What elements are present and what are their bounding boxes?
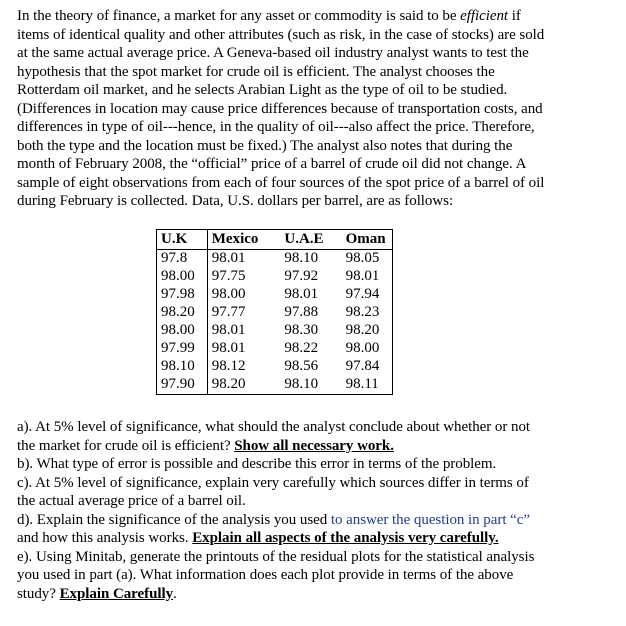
table-cell: 98.23 xyxy=(345,304,380,320)
intro-line-4: hypothesis that the spot market for crude oil is efficient. The analyst chooses the xyxy=(17,63,495,80)
question-text: study? xyxy=(17,585,60,602)
table-cell: 97.94 xyxy=(345,286,380,302)
question-e-line-2: you used in part (a). What information does each plot provide in terms of the above xyxy=(17,567,514,583)
question-b-line-1: b). What type of error is possible and describe this error in terms of the problem. xyxy=(17,456,497,472)
intro-line-6: (Differences in location may cause price differences because of transportation costs, and xyxy=(17,100,543,117)
emphasis-text: Explain all aspects of the analysis very carefully. xyxy=(192,530,499,546)
intro-line-11: during February is collected. Data, U.S. dollars per barrel, are as follows: xyxy=(17,193,454,209)
column-header: Mexico xyxy=(207,230,280,250)
table-cell: 97.84 xyxy=(345,358,380,374)
column-header: Oman xyxy=(342,230,393,250)
table-cell: 97.88 xyxy=(284,304,319,320)
emphasis-text: Explain Carefully xyxy=(59,585,174,602)
table-row xyxy=(157,322,393,340)
table-header-row xyxy=(157,230,393,250)
table-cell: 98.20 xyxy=(157,304,208,322)
table-cell: 98.20 xyxy=(345,322,380,338)
table-cell: 98.20 xyxy=(211,376,246,392)
question-text: . xyxy=(173,585,177,602)
intro-text: if xyxy=(508,8,521,24)
question-text: and how this analysis works. xyxy=(17,530,193,546)
table-cell: 97.92 xyxy=(284,268,319,284)
question-e-line-1: e). Using Minitab, generate the printouts of the residual plots for the statistical analysis xyxy=(17,548,535,565)
intro-paragraph xyxy=(17,7,617,211)
emphasis-text: Show all necessary work. xyxy=(234,437,394,454)
price-data-table xyxy=(156,229,393,395)
question-text: d). Explain the significance of the analysis you used xyxy=(17,511,331,528)
table-cell: 98.12 xyxy=(211,358,246,374)
column-header: U.A.E xyxy=(280,230,341,250)
table-cell: 98.00 xyxy=(157,322,208,340)
table-cell: 98.01 xyxy=(211,340,246,356)
question-e-line-3 xyxy=(17,585,617,604)
table-cell: 98.30 xyxy=(284,322,319,338)
table-cell: 97.8 xyxy=(157,250,208,269)
question-d-line-2 xyxy=(17,529,617,548)
question-d-line-1 xyxy=(17,511,617,530)
table-row xyxy=(157,268,393,286)
table-cell: 97.75 xyxy=(211,268,246,284)
table-row xyxy=(157,340,393,358)
table-cell: 98.01 xyxy=(211,322,246,338)
table-cell: 98.56 xyxy=(284,358,319,374)
table-cell: 97.99 xyxy=(157,340,208,358)
intro-line-7: differences in type of oil---hence, in the quality of oil---also affect the price. Therefore, xyxy=(17,119,535,135)
table-row xyxy=(157,304,393,322)
table-cell: 98.22 xyxy=(284,340,319,356)
table-row xyxy=(157,250,393,269)
intro-line-8: both the type and the location must be fixed.) The analyst also notes that during the xyxy=(17,137,513,154)
question-c-line-2: the actual average price of a barrel oil. xyxy=(17,493,246,509)
table-cell: 98.10 xyxy=(284,250,319,266)
table-cell: 97.98 xyxy=(157,286,208,304)
table-cell: 98.00 xyxy=(157,268,208,286)
intro-line-2: items of identical quality and other attributes (such as risk, in the case of stocks) are sold xyxy=(17,26,545,43)
efficient-term: efficient xyxy=(460,8,509,24)
table-cell: 98.01 xyxy=(211,250,246,266)
table-cell: 97.90 xyxy=(157,376,208,395)
intro-line-3: at the same actual average price. A Geneva-based oil industry analyst wants to test the xyxy=(17,45,529,61)
table-cell: 98.00 xyxy=(211,286,246,302)
intro-line-1 xyxy=(17,7,617,26)
question-text: to answer the question in part “c” xyxy=(330,511,530,528)
table-cell: 98.10 xyxy=(284,376,319,392)
table-cell: 98.01 xyxy=(284,286,319,302)
intro-line-10: sample of eight observations from each of four sources of the spot price of a barrel of oil xyxy=(17,174,545,191)
question-text: the market for crude oil is efficient? xyxy=(17,437,235,454)
intro-text: In the theory of finance, a market for any asset or commodity is said to be xyxy=(17,8,461,24)
table-cell: 97.77 xyxy=(211,304,246,320)
table-cell: 98.11 xyxy=(345,376,379,392)
column-header: U.K xyxy=(157,230,208,250)
question-a-line-1: a). At 5% level of significance, what should the analyst conclude about whether or not xyxy=(17,419,531,435)
table-cell: 98.10 xyxy=(157,358,208,376)
question-c-line-1: c). At 5% level of significance, explain very carefully which sources differ in terms of xyxy=(17,474,529,491)
table-cell: 98.00 xyxy=(345,340,380,356)
table-cell: 98.01 xyxy=(345,268,380,284)
question-a-line-2 xyxy=(17,437,617,456)
intro-text: month of February 2008, xyxy=(17,156,170,172)
questions-list xyxy=(17,418,617,603)
intro-line-9 xyxy=(17,155,617,174)
table-cell: 98.05 xyxy=(345,250,380,266)
intro-text: the “official” price of a barrel of crude oil did not change. A xyxy=(169,156,527,172)
table-row xyxy=(157,358,393,376)
table-row xyxy=(157,376,393,395)
table-row xyxy=(157,286,393,304)
intro-line-5: Rotterdam oil market, and he selects Arabian Light as the type of oil to be studied. xyxy=(17,82,508,98)
